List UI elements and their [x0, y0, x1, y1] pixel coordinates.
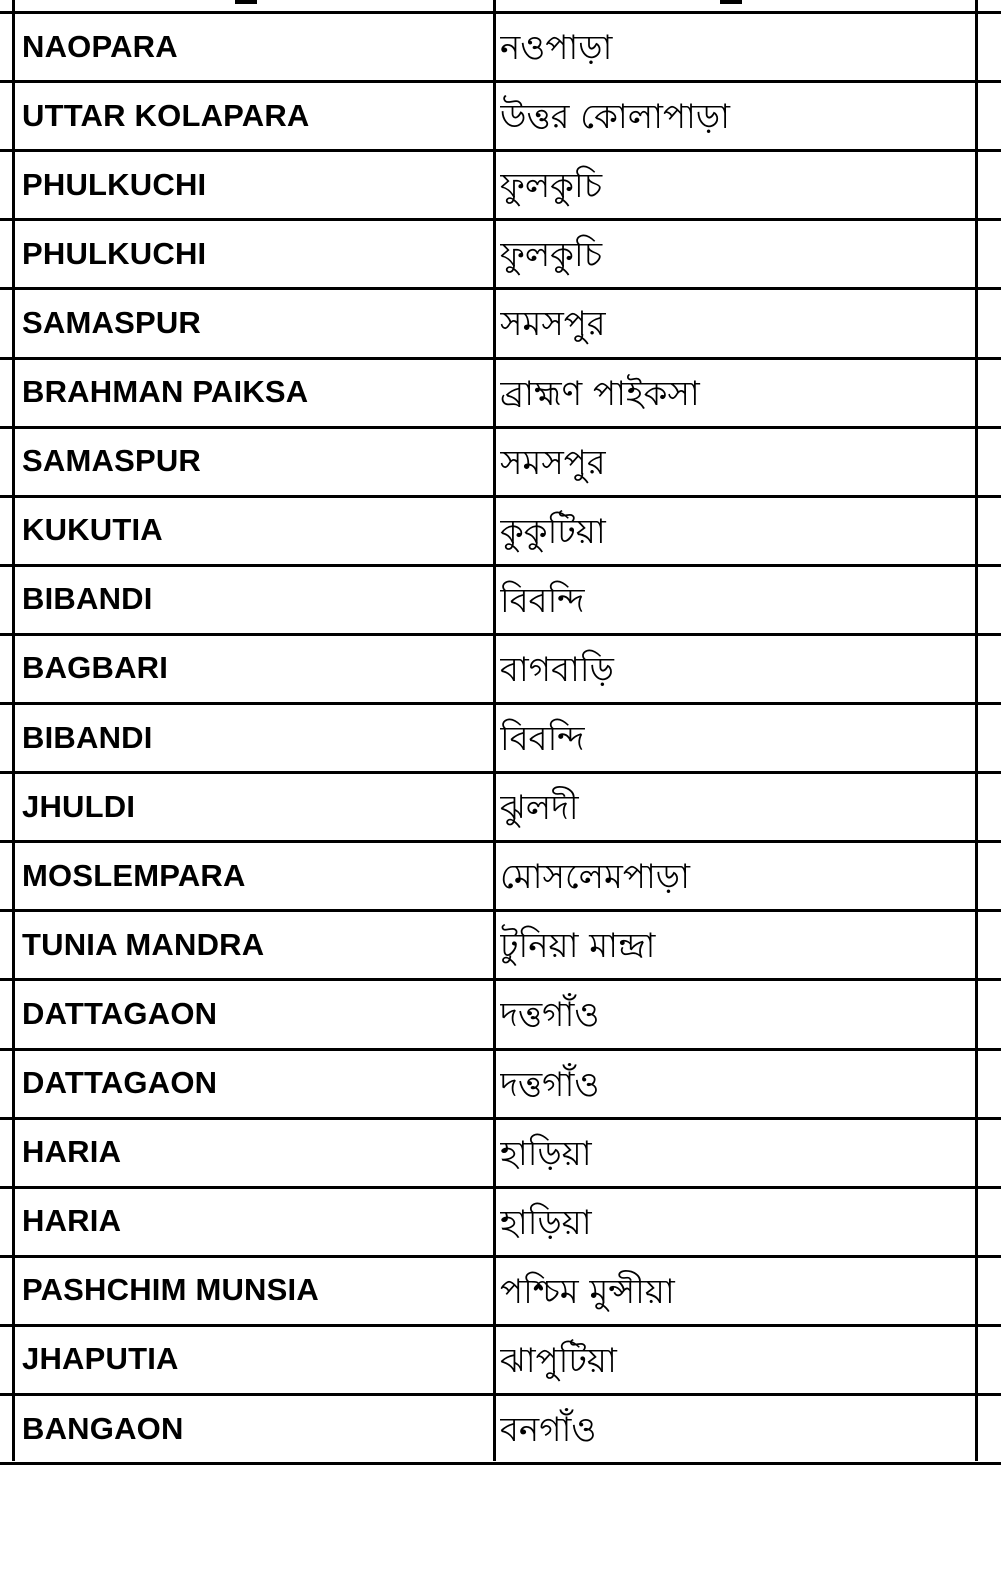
- bengali-name-cell: দত্তগাঁও: [500, 1064, 600, 1105]
- english-name-cell: BANGAON: [22, 1410, 184, 1446]
- bengali-name-cell: ব্রাহ্মণ পাইকসা: [500, 373, 700, 414]
- bengali-name-cell: উত্তর কোলাপাড়া: [500, 97, 731, 138]
- bengali-name-cell: সমসপুর: [500, 442, 606, 483]
- table-row: [0, 1049, 1001, 1118]
- bengali-name-cell: হাড়িয়া: [500, 1133, 592, 1174]
- english-name-cell: BIBANDI: [22, 581, 153, 617]
- english-name-cell: HARIA: [22, 1203, 122, 1239]
- english-name-cell: MOSLEMPARA: [22, 857, 246, 893]
- english-name-cell: SAMASPUR: [22, 443, 202, 479]
- table-row: [0, 1394, 1001, 1463]
- bengali-name-cell: দত্তগাঁও: [500, 995, 600, 1036]
- english-name-cell: JHAPUTIA: [22, 1341, 179, 1377]
- table-row: [0, 1187, 1001, 1256]
- bengali-name-cell: টুনিয়া মান্দ্রা: [500, 926, 656, 967]
- bengali-name-cell: বাগবাড়ি: [500, 649, 614, 690]
- bengali-name-cell: মোসলেমপাড়া: [500, 857, 690, 898]
- table-row: [0, 703, 1001, 772]
- table-row: [0, 634, 1001, 703]
- bengali-name-cell: বিবন্দি: [500, 580, 585, 621]
- table-row: [0, 1118, 1001, 1187]
- english-name-cell: JHULDI: [22, 788, 136, 824]
- english-name-cell: UTTAR KOLAPARA: [22, 97, 310, 133]
- table-row: [0, 979, 1001, 1048]
- english-name-cell: BIBANDI: [22, 719, 153, 755]
- english-name-cell: HARIA: [22, 1134, 122, 1170]
- row-divider: [0, 1462, 1001, 1465]
- english-name-cell: PASHCHIM MUNSIA: [22, 1272, 319, 1308]
- bengali-name-cell: ফুলকুচি: [500, 235, 603, 276]
- header-remnant-mark: [235, 0, 257, 4]
- table-row: [0, 427, 1001, 496]
- table-row: [0, 565, 1001, 634]
- table-row: [0, 910, 1001, 979]
- bengali-name-cell: বিবন্দি: [500, 719, 585, 759]
- table-row: [0, 772, 1001, 841]
- english-name-cell: SAMASPUR: [22, 304, 202, 340]
- table-row: [0, 358, 1001, 427]
- bengali-name-cell: ঝুলদী: [500, 788, 579, 829]
- english-name-cell: NAOPARA: [22, 28, 178, 64]
- bengali-name-cell: পশ্চিম মুন্সীয়া: [500, 1271, 675, 1312]
- table-row: [0, 1256, 1001, 1325]
- table-row: [0, 841, 1001, 910]
- table-row: [0, 150, 1001, 219]
- bengali-name-cell: নওপাড়া: [500, 28, 613, 68]
- english-name-cell: KUKUTIA: [22, 512, 163, 548]
- bengali-name-cell: বনগাঁও: [500, 1410, 597, 1450]
- english-name-cell: BAGBARI: [22, 650, 169, 686]
- bengali-name-cell: ফুলকুচি: [500, 166, 603, 207]
- table-row: [0, 496, 1001, 565]
- table-row: [0, 219, 1001, 288]
- bengali-name-cell: সমসপুর: [500, 304, 606, 345]
- english-name-cell: PHULKUCHI: [22, 235, 207, 271]
- table-row: [0, 12, 1001, 81]
- table-row: [0, 1325, 1001, 1394]
- english-name-cell: BRAHMAN PAIKSA: [22, 374, 309, 409]
- bengali-name-cell: ঝাপুটিয়া: [500, 1340, 617, 1381]
- bengali-name-cell: হাড়িয়া: [500, 1202, 592, 1243]
- english-name-cell: TUNIA MANDRA: [22, 926, 265, 962]
- table-row: [0, 288, 1001, 357]
- header-remnant-mark: [720, 0, 742, 4]
- bengali-name-cell: কুকুটিয়া: [500, 511, 606, 552]
- english-name-cell: PHULKUCHI: [22, 166, 207, 202]
- english-name-cell: DATTAGAON: [22, 995, 218, 1031]
- table-row: [0, 81, 1001, 150]
- english-name-cell: DATTAGAON: [22, 1065, 218, 1100]
